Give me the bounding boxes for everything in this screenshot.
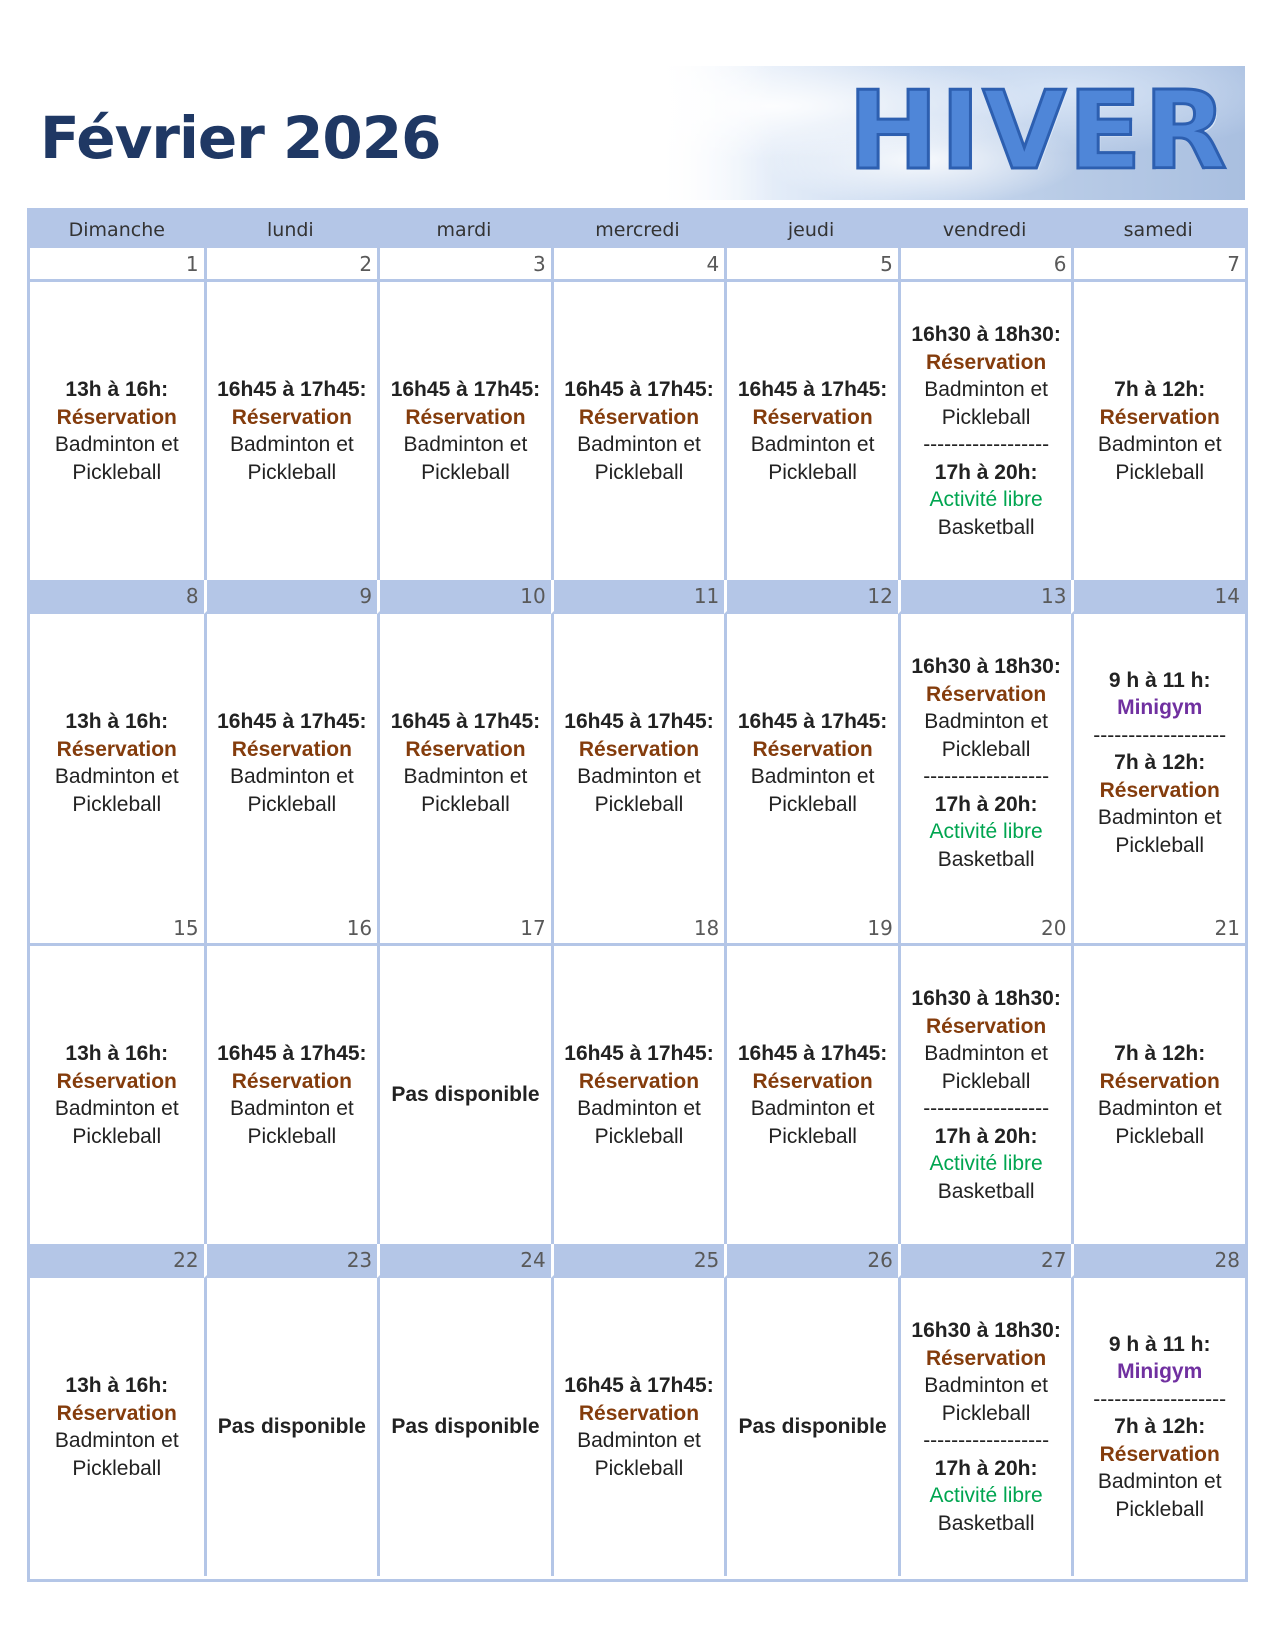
minigym-label: Minigym [1117,696,1203,720]
reservation-label: Réservation [56,1401,177,1425]
reservation-label: Réservation [1099,1069,1220,1093]
time-slot: 16h45 à 17h45: [390,710,541,733]
date-number: 17 [377,912,551,946]
time-slot: 13h à 16h: [65,710,169,733]
time-slot: 16h30 à 18h30: [911,655,1061,678]
activity-text: Pickleball [594,1456,684,1480]
date-number: 2 [204,248,378,282]
date-number: 5 [724,248,898,282]
activity-text: Pickleball [941,737,1031,761]
separator-line: ------------------- [1093,1387,1227,1411]
date-number: 10 [377,580,551,614]
day-cell [551,282,725,580]
time-slot: 16h45 à 17h45: [217,710,367,733]
banner-fade [655,66,775,200]
activity-text: Badminton et [54,1097,179,1120]
date-number: 22 [30,1244,204,1278]
activity-text: Pickleball [768,1124,857,1148]
time-slot: 16h45 à 17h45: [564,710,714,733]
time-slot: 16h45 à 17h45: [217,378,367,401]
activity-text: Badminton et [54,1429,179,1452]
weekday-wednesday: mercredi [551,211,725,248]
date-number: 28 [1071,1244,1245,1278]
reservation-label: Réservation [926,350,1047,374]
day-cell [204,614,378,912]
separator-line: ------------------ [923,1097,1050,1120]
reservation-label: Réservation [405,737,526,761]
date-number: 1 [30,248,204,282]
reservation-label: Réservation [56,405,177,429]
date-number: 24 [377,1244,551,1278]
unavailable-label: Pas disponible [391,1415,540,1439]
weekday-sunday: Dimanche [30,211,204,248]
date-number: 9 [204,580,378,614]
activity-text: Badminton et [1097,433,1222,456]
day-cell [30,282,204,580]
activity-text: Basketball [937,515,1035,539]
unavailable-label: Pas disponible [738,1415,887,1439]
activity-text: Badminton et [924,378,1048,401]
date-number: 23 [204,1244,378,1278]
reservation-label: Réservation [752,405,873,429]
time-slot: 16h45 à 17h45: [737,710,888,733]
time-slot: 7h à 12h: [1114,1415,1206,1439]
free-activity-label: Activité libre [929,820,1043,843]
time-slot: 16h45 à 17h45: [564,1374,714,1397]
day-cell [898,1278,1072,1576]
time-slot: 16h30 à 18h30: [911,987,1061,1010]
activity-text: Badminton et [1097,1097,1222,1120]
reservation-label: Réservation [231,1069,352,1093]
free-activity-label: Activité libre [929,488,1043,511]
day-cell [1071,946,1245,1244]
time-slot: 16h30 à 18h30: [911,323,1061,346]
activity-text: Pickleball [247,792,337,816]
reservation-label: Réservation [1099,1442,1220,1466]
activity-text: Basketball [937,1179,1035,1203]
time-slot: 9 h à 11 h: [1108,1332,1211,1356]
activity-text: Badminton et [403,765,528,788]
day-cell [898,282,1072,580]
date-number: 6 [898,248,1072,282]
activity-text: Badminton et [577,1429,701,1452]
activity-text: Pickleball [421,792,510,816]
weekday-thursday: jeudi [724,211,898,248]
activity-text: Badminton et [750,1097,875,1120]
minigym-label: Minigym [1117,1360,1203,1384]
day-cell [377,946,551,1244]
activity-text: Pickleball [1115,1497,1205,1521]
time-slot: 17h à 20h: [934,1124,1038,1148]
reservation-label: Réservation [926,1014,1047,1038]
day-cell [724,614,898,912]
activity-text: Pickleball [247,460,337,484]
activity-text: Pickleball [72,792,162,816]
time-slot: 16h45 à 17h45: [217,1042,367,1065]
activity-text: Badminton et [403,433,528,456]
activity-text: Badminton et [750,765,875,788]
day-cell [551,614,725,912]
reservation-label: Réservation [1099,405,1220,429]
weekday-monday: lundi [204,211,378,248]
reservation-label: Réservation [578,737,700,761]
date-number: 19 [724,912,898,946]
activity-text: Badminton et [1097,1470,1222,1494]
activity-text: Pickleball [941,1069,1031,1093]
activity-text: Pickleball [594,460,684,484]
reservation-label: Réservation [56,1069,177,1093]
activity-text: Pickleball [1115,1124,1205,1148]
date-number: 8 [30,580,204,614]
activity-text: Badminton et [577,765,701,788]
banner-word: HIVER [847,69,1229,194]
date-number: 13 [898,580,1072,614]
date-number: 15 [30,912,204,946]
date-number: 21 [1071,912,1245,946]
reservation-label: Réservation [578,1401,700,1425]
winter-banner-image [655,66,1245,200]
day-cell [377,1278,551,1576]
time-slot: 16h45 à 17h45: [737,1042,888,1065]
reservation-label: Réservation [231,737,352,761]
date-number: 16 [204,912,378,946]
day-cell [724,1278,898,1576]
reservation-label: Réservation [405,405,526,429]
page-title: Février 2026 [40,104,441,172]
date-number: 18 [551,912,725,946]
reservation-label: Réservation [1099,778,1220,802]
day-cell [204,946,378,1244]
time-slot: 16h45 à 17h45: [564,378,714,401]
day-cell [551,946,725,1244]
weekday-tuesday: mardi [377,211,551,248]
activity-text: Badminton et [924,710,1048,733]
time-slot: 16h45 à 17h45: [390,378,541,401]
activity-text: Pickleball [1115,460,1205,484]
date-number: 20 [898,912,1072,946]
day-cell [377,282,551,580]
reservation-label: Réservation [752,1069,873,1093]
date-number: 4 [551,248,725,282]
activity-text: Badminton et [54,433,179,456]
reservation-label: Réservation [578,405,700,429]
day-cell [30,614,204,912]
activity-text: Badminton et [577,1097,701,1120]
weekday-friday: vendredi [898,211,1072,248]
separator-line: ------------------ [923,433,1050,456]
reservation-label: Réservation [926,682,1047,706]
separator-line: ------------------ [923,1429,1050,1452]
separator-line: ------------------ [923,765,1050,788]
date-number: 11 [551,580,725,614]
reservation-label: Réservation [56,737,177,761]
date-number: 12 [724,580,898,614]
activity-text: Badminton et [54,765,179,788]
time-slot: 16h45 à 17h45: [564,1042,714,1065]
reservation-label: Réservation [926,1346,1047,1370]
day-cell [30,1278,204,1576]
activity-text: Badminton et [577,433,701,456]
activity-text: Pickleball [421,460,510,484]
day-cell [377,614,551,912]
day-cell [724,282,898,580]
day-cell [898,614,1072,912]
day-cell [204,282,378,580]
date-number: 7 [1071,248,1245,282]
day-cell [1071,614,1245,912]
activity-text: Badminton et [229,765,354,788]
time-slot: 7h à 12h: [1114,751,1206,775]
activity-text: Pickleball [594,1124,684,1148]
day-cell [1071,1278,1245,1576]
activity-text: Pickleball [72,1456,162,1480]
time-slot: 7h à 12h: [1114,1042,1206,1065]
unavailable-label: Pas disponible [391,1083,540,1107]
activity-text: Pickleball [72,1124,162,1148]
free-activity-label: Activité libre [929,1484,1043,1507]
date-number: 27 [898,1244,1072,1278]
time-slot: 13h à 16h: [65,1374,169,1397]
activity-text: Pickleball [1115,833,1205,857]
date-number: 14 [1071,580,1245,614]
activity-text: Badminton et [229,433,354,456]
weekday-saturday: samedi [1071,211,1245,248]
day-cell [204,1278,378,1576]
time-slot: 16h30 à 18h30: [911,1319,1061,1342]
time-slot: 7h à 12h: [1114,378,1206,401]
activity-text: Badminton et [750,433,875,456]
time-slot: 13h à 16h: [65,378,169,401]
day-cell [30,946,204,1244]
free-activity-label: Activité libre [929,1152,1043,1175]
activity-text: Pickleball [941,405,1031,429]
calendar-grid [27,208,1248,1582]
activity-text: Badminton et [229,1097,354,1120]
date-number: 26 [724,1244,898,1278]
unavailable-label: Pas disponible [217,1415,366,1439]
activity-text: Pickleball [72,460,162,484]
activity-text: Badminton et [924,1374,1048,1397]
time-slot: 17h à 20h: [934,1456,1038,1480]
time-slot: 9 h à 11 h: [1108,668,1211,692]
activity-text: Basketball [937,1511,1035,1535]
time-slot: 17h à 20h: [934,792,1038,816]
activity-text: Pickleball [768,460,857,484]
day-cell [724,946,898,1244]
day-cell [898,946,1072,1244]
activity-text: Pickleball [768,792,857,816]
activity-text: Badminton et [924,1042,1048,1065]
date-number: 3 [377,248,551,282]
time-slot: 17h à 20h: [934,460,1038,484]
activity-text: Basketball [937,847,1035,871]
day-cell [551,1278,725,1576]
reservation-label: Réservation [231,405,352,429]
time-slot: 16h45 à 17h45: [737,378,888,401]
activity-text: Badminton et [1097,806,1222,830]
reservation-label: Réservation [752,737,873,761]
time-slot: 13h à 16h: [65,1042,169,1065]
date-number: 25 [551,1244,725,1278]
separator-line: ------------------- [1093,723,1227,747]
activity-text: Pickleball [247,1124,337,1148]
reservation-label: Réservation [578,1069,700,1093]
day-cell [1071,282,1245,580]
activity-text: Pickleball [941,1401,1031,1425]
activity-text: Pickleball [594,792,684,816]
